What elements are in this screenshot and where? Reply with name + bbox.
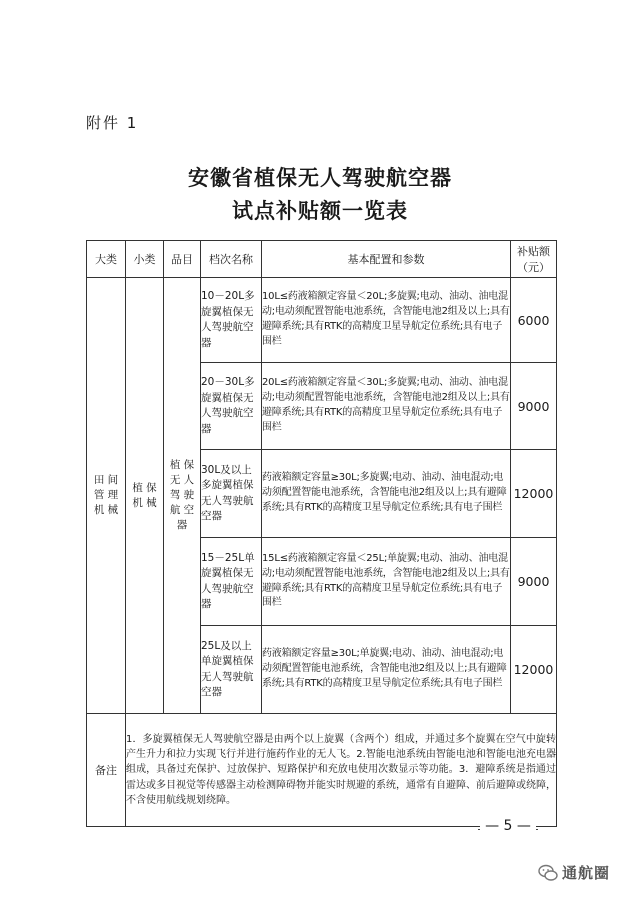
page-number: — 5 —: [480, 818, 536, 834]
amount-cell: 6000: [511, 278, 557, 363]
params-cell: 10L≤药液箱额定容量＜20L;多旋翼;电动、油动、油电混动;电动须配置智能电池系统，含智能电池2组及以上;具有避障系统;具有RTK的高精度卫星导航定位系统;具有电子围栏: [262, 278, 511, 363]
table-header-row: [87, 241, 557, 278]
header-subcategory: 小类: [126, 241, 164, 278]
title-line-1: 安徽省植保无人驾驶航空器: [188, 165, 452, 190]
grade-cell: 20－30L多旋翼植保无人驾驶航空器: [201, 363, 262, 450]
header-subsidy: 补贴额（元）: [511, 241, 557, 278]
grade-cell: 10－20L多旋翼植保无人驾驶航空器: [201, 278, 262, 363]
params-cell: 药液箱额定容量≥30L;多旋翼;电动、油动、油电混动;电动须配置智能电池系统，含智能电池2组及以上;具有避障系统;具有RTK的高精度卫星导航定位系统;具有电子围栏: [262, 450, 511, 538]
amount-cell: 12000: [511, 626, 557, 714]
grade-cell: 30L及以上多旋翼植保无人驾驶航空器: [201, 450, 262, 538]
amount-cell: 9000: [511, 363, 557, 450]
table-row: [87, 278, 557, 363]
subsidy-table: [86, 240, 557, 827]
category-text: 田 间 管 理 机 械: [93, 474, 119, 516]
params-cell: 20L≤药液箱额定容量＜30L;多旋翼;电动、油动、油电混动;电动须配置智能电池系统，含智能电池2组及以上;具有避障系统;具有RTK的高精度卫星导航定位系统;具有电子围栏: [262, 363, 511, 450]
header-item: 品目: [164, 241, 201, 278]
header-grade-name: 档次名称: [201, 241, 262, 278]
subcategory-text: 植 保 机 械: [132, 481, 157, 509]
grade-cell: 15－25L单旋翼植保无人驾驶航空器: [201, 538, 262, 626]
watermark: [538, 862, 610, 883]
amount-cell: 12000: [511, 450, 557, 538]
category-cell: [87, 278, 126, 714]
watermark-text: 通航圈: [562, 864, 611, 882]
params-cell: 药液箱额定容量≥30L;单旋翼;电动、油动、油电混动;电动须配置智能电池系统，含智能电池2组及以上;具有避障系统;具有RTK的高精度卫星导航定位系统;具有电子围栏: [262, 626, 511, 714]
grade-cell: 25L及以上单旋翼植保无人驾驶航空器: [201, 626, 262, 714]
amount-cell: 9000: [511, 538, 557, 626]
subcategory-cell: [126, 278, 164, 714]
title-line-2: 试点补贴额一览表: [232, 198, 408, 223]
item-text: 植 保 无 人 驾 驶 航 空 器: [169, 459, 195, 531]
wechat-icon: [538, 863, 558, 883]
page-number-value: 5: [503, 818, 513, 834]
remark-label: 备注: [87, 714, 126, 827]
attachment-label: 附件 1: [86, 114, 139, 132]
header-category: 大类: [87, 241, 126, 278]
remark-row: [87, 714, 557, 827]
item-cell: [164, 278, 201, 714]
params-cell: 15L≤药液箱额定容量＜25L;单旋翼;电动、油动、油电混动;电动须配置智能电池系统，含智能电池2组及以上;具有避障系统;具有RTK的高精度卫星导航定位系统;具有电子围栏: [262, 538, 511, 626]
remark-text: 1．多旋翼植保无人驾驶航空器是由两个以上旋翼（含两个）组成，并通过多个旋翼在空气中旋转产生升力和拉力实现飞行并进行施药作业的无人飞。2.智能电池系统由智能电池和智能电池充电器组成，具备过充保护、过放保护、短路保护和充放电使用次数显示等功能。3．避障系统是指通过雷达或多目视觉等传感器主动检测障碍物并能实时规避的系统，通常有自避障、前后避障或绕障，不含使用航线规划绕障。: [126, 714, 557, 827]
header-params: 基本配置和参数: [262, 241, 511, 278]
